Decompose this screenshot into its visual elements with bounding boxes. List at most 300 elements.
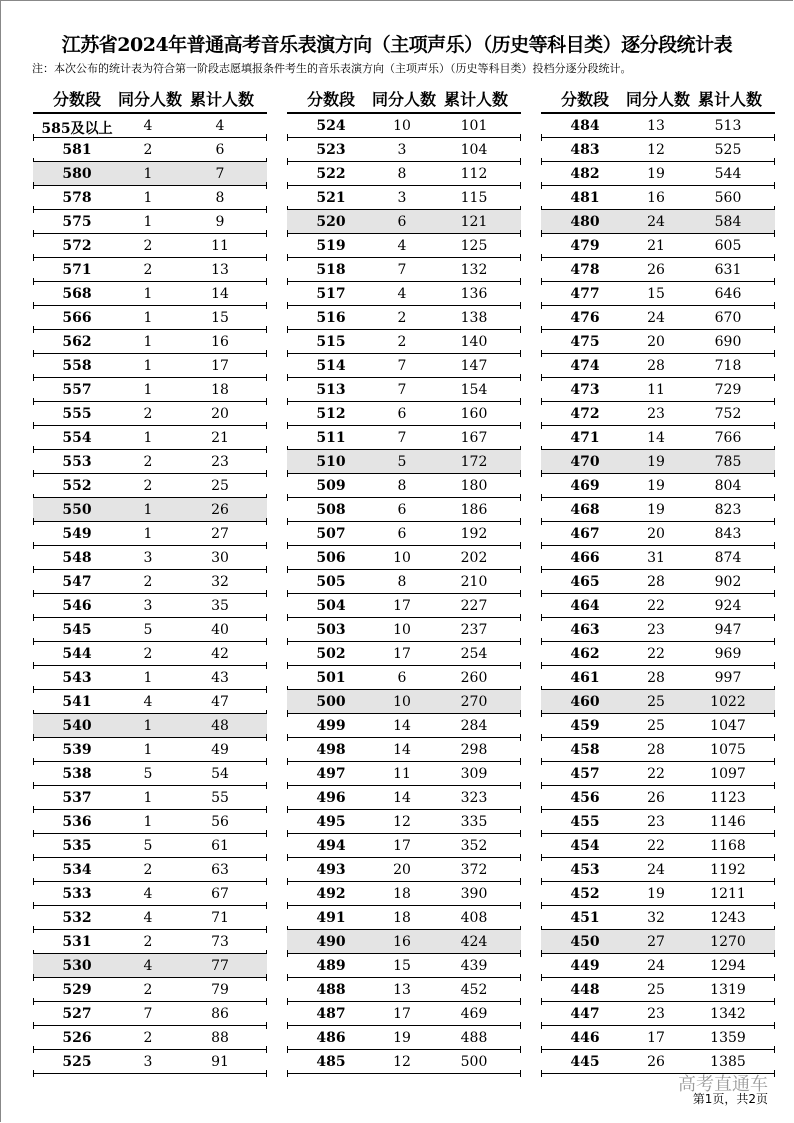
same-count-cell: 2	[143, 646, 153, 662]
table-row	[287, 1002, 521, 1026]
cumulative-cell: 1243	[710, 910, 746, 926]
same-count-cell: 2	[143, 934, 153, 950]
score-cell: 490	[316, 934, 346, 950]
cumulative-cell: 352	[460, 838, 488, 854]
cumulative-cell: 160	[460, 406, 488, 422]
same-count-cell: 17	[393, 598, 411, 614]
table-row	[33, 498, 267, 522]
table-row	[541, 258, 775, 282]
score-cell: 514	[316, 358, 346, 374]
table-row	[287, 426, 521, 450]
score-cell: 581	[62, 142, 92, 158]
table-row	[287, 978, 521, 1002]
table-row	[287, 330, 521, 354]
score-cell: 478	[570, 262, 600, 278]
cumulative-cell: 48	[211, 718, 229, 734]
table-row	[541, 738, 775, 762]
same-count-cell: 5	[143, 622, 153, 638]
table-row	[541, 546, 775, 570]
same-count-cell: 1	[143, 382, 153, 398]
cumulative-cell: 947	[714, 622, 742, 638]
same-count-cell: 23	[647, 814, 665, 830]
same-count-cell: 23	[647, 622, 665, 638]
table-row	[287, 594, 521, 618]
score-cell: 455	[570, 814, 600, 830]
cumulative-cell: 488	[460, 1030, 488, 1046]
same-count-cell: 2	[143, 142, 153, 158]
same-count-cell: 15	[647, 286, 665, 302]
table-row	[33, 522, 267, 546]
score-cell: 481	[570, 190, 600, 206]
table-row	[541, 498, 775, 522]
cumulative-cell: 101	[460, 118, 488, 134]
cumulative-cell: 924	[714, 598, 742, 614]
same-count-cell: 1	[143, 502, 153, 518]
score-cell: 501	[316, 670, 346, 686]
cumulative-cell: 1075	[710, 742, 746, 758]
cumulative-cell: 335	[460, 814, 488, 830]
cumulative-cell: 140	[460, 334, 488, 350]
same-count-cell: 31	[647, 550, 665, 566]
same-count-cell: 17	[393, 646, 411, 662]
cumulative-cell: 227	[460, 598, 488, 614]
watermark: 高考直通车	[678, 1074, 768, 1095]
same-count-cell: 2	[143, 574, 153, 590]
cumulative-cell: 1270	[710, 934, 746, 950]
table-row	[541, 594, 775, 618]
cumulative-cell: 843	[714, 526, 742, 542]
cumulative-cell: 154	[460, 382, 488, 398]
table-row	[541, 714, 775, 738]
table-row	[33, 786, 267, 810]
cumulative-cell: 525	[714, 142, 742, 158]
same-count-cell: 1	[143, 310, 153, 326]
cumulative-cell: 88	[211, 1030, 229, 1046]
cumulative-cell: 874	[714, 550, 742, 566]
score-cell: 553	[62, 454, 92, 470]
cumulative-cell: 192	[460, 526, 488, 542]
same-count-cell: 22	[647, 838, 665, 854]
same-count-cell: 20	[647, 334, 665, 350]
same-count-cell: 19	[647, 886, 665, 902]
table-row	[287, 546, 521, 570]
score-cell: 479	[570, 238, 600, 254]
table-row	[541, 306, 775, 330]
cumulative-cell: 1123	[710, 790, 746, 806]
score-cell: 488	[316, 982, 346, 998]
score-cell: 449	[570, 958, 600, 974]
cumulative-cell: 23	[211, 454, 229, 470]
table-row	[541, 330, 775, 354]
score-cell: 524	[316, 118, 346, 134]
score-cell: 489	[316, 958, 346, 974]
score-cell: 520	[316, 214, 346, 230]
cumulative-cell: 500	[460, 1054, 488, 1070]
score-cell: 575	[62, 214, 92, 230]
cumulative-cell: 452	[460, 982, 488, 998]
cumulative-cell: 1211	[710, 886, 746, 902]
same-count-cell: 14	[393, 790, 411, 806]
table-row	[541, 210, 775, 234]
same-count-cell: 1	[143, 214, 153, 230]
table-row	[33, 810, 267, 834]
score-cell: 458	[570, 742, 600, 758]
cumulative-cell: 9	[215, 214, 225, 230]
score-cell: 492	[316, 886, 346, 902]
cumulative-cell: 766	[714, 430, 742, 446]
cumulative-cell: 439	[460, 958, 488, 974]
score-cell: 452	[570, 886, 600, 902]
cumulative-cell: 132	[460, 262, 488, 278]
cumulative-cell: 605	[714, 238, 742, 254]
cumulative-cell: 752	[714, 406, 742, 422]
table-row	[541, 402, 775, 426]
same-count-cell: 5	[397, 454, 407, 470]
cumulative-cell: 284	[460, 718, 488, 734]
table-row	[541, 186, 775, 210]
table-row	[287, 954, 521, 978]
cumulative-cell: 309	[460, 766, 488, 782]
table-row	[33, 354, 267, 378]
cumulative-cell: 32	[211, 574, 229, 590]
table-row	[541, 450, 775, 474]
table-row	[33, 282, 267, 306]
table-row	[33, 594, 267, 618]
cumulative-cell: 7	[215, 166, 225, 182]
cumulative-cell: 372	[460, 862, 488, 878]
table-row	[541, 690, 775, 714]
score-cell: 515	[316, 334, 346, 350]
cumulative-cell: 47	[211, 694, 229, 710]
column-header: 分数段	[560, 90, 610, 109]
score-cell: 482	[570, 166, 600, 182]
cumulative-cell: 1168	[710, 838, 746, 854]
same-count-cell: 13	[393, 982, 411, 998]
score-cell: 543	[62, 670, 92, 686]
score-cell: 541	[62, 694, 92, 710]
table-row	[541, 978, 775, 1002]
same-count-cell: 18	[393, 886, 411, 902]
cumulative-cell: 73	[211, 934, 229, 950]
same-count-cell: 11	[647, 382, 665, 398]
table-row	[541, 618, 775, 642]
same-count-cell: 5	[143, 766, 153, 782]
table-row	[287, 402, 521, 426]
cumulative-cell: 63	[211, 862, 229, 878]
same-count-cell: 4	[143, 886, 153, 902]
table-row	[287, 834, 521, 858]
table-row	[541, 786, 775, 810]
score-cell: 578	[62, 190, 92, 206]
same-count-cell: 19	[647, 502, 665, 518]
table-row	[33, 618, 267, 642]
cumulative-cell: 186	[460, 502, 488, 518]
cumulative-cell: 172	[460, 454, 488, 470]
score-cell: 525	[62, 1054, 92, 1070]
cumulative-cell: 35	[211, 598, 229, 614]
cumulative-cell: 646	[714, 286, 742, 302]
table-row	[541, 114, 775, 138]
same-count-cell: 14	[393, 718, 411, 734]
cumulative-cell: 167	[460, 430, 488, 446]
cumulative-cell: 25	[211, 478, 229, 494]
cumulative-cell: 469	[460, 1006, 488, 1022]
same-count-cell: 28	[647, 742, 665, 758]
table-row	[33, 426, 267, 450]
table-header	[287, 84, 521, 114]
score-cell: 512	[316, 406, 346, 422]
cumulative-cell: 147	[460, 358, 488, 374]
same-count-cell: 1	[143, 718, 153, 734]
same-count-cell: 28	[647, 358, 665, 374]
score-cell: 522	[316, 166, 346, 182]
score-cell: 499	[316, 718, 346, 734]
note-text: 注：本次公布的统计表为符合第一阶段志愿填报条件考生的音乐表演方向（主项声乐）（历史等科目类）投档分逐分段统计。	[32, 62, 632, 75]
same-count-cell: 12	[393, 814, 411, 830]
table-column-1	[33, 84, 267, 1074]
cumulative-cell: 125	[460, 238, 488, 254]
same-count-cell: 25	[647, 718, 665, 734]
table-row	[287, 858, 521, 882]
table-row	[541, 666, 775, 690]
same-count-cell: 4	[143, 694, 153, 710]
cumulative-cell: 67	[211, 886, 229, 902]
table-row	[541, 906, 775, 930]
score-cell: 566	[62, 310, 92, 326]
score-cell: 461	[570, 670, 600, 686]
table-row	[541, 282, 775, 306]
score-cell: 484	[570, 118, 600, 134]
score-cell: 503	[316, 622, 346, 638]
table-row	[33, 162, 267, 186]
table-row	[287, 1050, 521, 1074]
same-count-cell: 6	[397, 670, 407, 686]
cumulative-cell: 260	[460, 670, 488, 686]
cumulative-cell: 823	[714, 502, 742, 518]
score-cell: 544	[62, 646, 92, 662]
column-header: 同分人数	[117, 90, 183, 109]
cumulative-cell: 718	[714, 358, 742, 374]
table-row	[541, 570, 775, 594]
score-cell: 558	[62, 358, 92, 374]
table-row	[33, 210, 267, 234]
same-count-cell: 3	[143, 598, 153, 614]
same-count-cell: 22	[647, 598, 665, 614]
score-cell: 464	[570, 598, 600, 614]
table-row	[33, 666, 267, 690]
cumulative-cell: 670	[714, 310, 742, 326]
same-count-cell: 10	[393, 694, 411, 710]
score-cell: 476	[570, 310, 600, 326]
cumulative-cell: 1342	[710, 1006, 746, 1022]
same-count-cell: 22	[647, 766, 665, 782]
table-row	[33, 762, 267, 786]
score-cell: 537	[62, 790, 92, 806]
score-cell: 534	[62, 862, 92, 878]
cumulative-cell: 30	[211, 550, 229, 566]
table-row	[541, 810, 775, 834]
score-cell: 457	[570, 766, 600, 782]
cumulative-cell: 202	[460, 550, 488, 566]
score-cell: 521	[316, 190, 346, 206]
page-title: 江苏省2024年普通高考音乐表演方向（主项声乐）（历史等科目类）逐分段统计表	[61, 34, 733, 56]
table-header	[541, 84, 775, 114]
cumulative-cell: 210	[460, 574, 488, 590]
score-cell: 463	[570, 622, 600, 638]
column-header: 累计人数	[443, 90, 509, 109]
cumulative-cell: 631	[714, 262, 742, 278]
score-cell: 495	[316, 814, 346, 830]
cumulative-cell: 61	[211, 838, 229, 854]
score-cell: 585及以上	[41, 121, 113, 137]
cumulative-cell: 42	[211, 646, 229, 662]
score-cell: 517	[316, 286, 346, 302]
same-count-cell: 1	[143, 814, 153, 830]
score-cell: 530	[62, 958, 92, 974]
score-cell: 547	[62, 574, 92, 590]
table-header	[33, 84, 267, 114]
table-row	[33, 834, 267, 858]
score-cell: 496	[316, 790, 346, 806]
score-cell: 568	[62, 286, 92, 302]
table-row	[287, 210, 521, 234]
score-cell: 555	[62, 406, 92, 422]
table-row	[33, 450, 267, 474]
score-cell: 516	[316, 310, 346, 326]
cumulative-cell: 254	[460, 646, 488, 662]
table-row	[287, 354, 521, 378]
same-count-cell: 1	[143, 286, 153, 302]
same-count-cell: 3	[143, 550, 153, 566]
table-row	[541, 1026, 775, 1050]
score-cell: 498	[316, 742, 346, 758]
cumulative-cell: 729	[714, 382, 742, 398]
table-row	[33, 1026, 267, 1050]
cumulative-cell: 8	[215, 190, 225, 206]
score-cell: 466	[570, 550, 600, 566]
score-cell: 539	[62, 742, 92, 758]
table-row	[287, 258, 521, 282]
same-count-cell: 8	[397, 478, 407, 494]
cumulative-cell: 40	[211, 622, 229, 638]
cumulative-cell: 77	[211, 958, 229, 974]
cumulative-cell: 969	[714, 646, 742, 662]
cumulative-cell: 136	[460, 286, 488, 302]
table-row	[287, 114, 521, 138]
same-count-cell: 4	[397, 286, 407, 302]
table-row	[33, 858, 267, 882]
score-cell: 487	[316, 1006, 346, 1022]
cumulative-cell: 79	[211, 982, 229, 998]
score-cell: 460	[570, 694, 600, 710]
score-cell: 510	[316, 454, 346, 470]
same-count-cell: 25	[647, 694, 665, 710]
cumulative-cell: 112	[460, 166, 488, 182]
score-cell: 571	[62, 262, 92, 278]
cumulative-cell: 14	[211, 286, 229, 302]
cumulative-cell: 1294	[710, 958, 746, 974]
table-row	[33, 930, 267, 954]
score-cell: 446	[570, 1030, 600, 1046]
score-cell: 447	[570, 1006, 600, 1022]
same-count-cell: 2	[143, 238, 153, 254]
same-count-cell: 20	[393, 862, 411, 878]
score-cell: 518	[316, 262, 346, 278]
cumulative-cell: 785	[714, 454, 742, 470]
score-cell: 538	[62, 766, 92, 782]
score-cell: 532	[62, 910, 92, 926]
score-cell: 491	[316, 910, 346, 926]
table-row	[33, 234, 267, 258]
cumulative-cell: 1192	[710, 862, 746, 878]
column-header: 累计人数	[189, 90, 255, 109]
column-header: 分数段	[306, 90, 356, 109]
cumulative-cell: 513	[714, 118, 742, 134]
table-row	[541, 762, 775, 786]
table-row	[287, 522, 521, 546]
same-count-cell: 4	[143, 958, 153, 974]
score-cell: 507	[316, 526, 346, 542]
same-count-cell: 7	[397, 358, 407, 374]
score-cell: 453	[570, 862, 600, 878]
table-row	[33, 978, 267, 1002]
score-cell: 580	[62, 166, 92, 182]
same-count-cell: 12	[647, 142, 665, 158]
score-cell: 465	[570, 574, 600, 590]
same-count-cell: 11	[393, 766, 411, 782]
score-cell: 502	[316, 646, 346, 662]
cumulative-cell: 86	[211, 1006, 229, 1022]
same-count-cell: 26	[647, 1054, 665, 1070]
score-cell: 513	[316, 382, 346, 398]
cumulative-cell: 6	[215, 142, 225, 158]
table-row	[287, 306, 521, 330]
score-cell: 474	[570, 358, 600, 374]
score-cell: 473	[570, 382, 600, 398]
same-count-cell: 13	[647, 118, 665, 134]
table-row	[33, 402, 267, 426]
table-row	[33, 954, 267, 978]
same-count-cell: 2	[397, 334, 407, 350]
same-count-cell: 5	[143, 838, 153, 854]
table-column-3	[541, 84, 775, 1074]
table-row	[541, 378, 775, 402]
cumulative-cell: 424	[460, 934, 488, 950]
score-cell: 540	[62, 718, 92, 734]
score-cell: 549	[62, 526, 92, 542]
same-count-cell: 7	[397, 382, 407, 398]
score-cell: 454	[570, 838, 600, 854]
same-count-cell: 15	[393, 958, 411, 974]
table-row	[287, 162, 521, 186]
cumulative-cell: 997	[714, 670, 742, 686]
same-count-cell: 7	[143, 1006, 153, 1022]
same-count-cell: 2	[143, 1030, 153, 1046]
cumulative-cell: 54	[211, 766, 229, 782]
score-cell: 536	[62, 814, 92, 830]
cumulative-cell: 270	[460, 694, 488, 710]
same-count-cell: 6	[397, 526, 407, 542]
same-count-cell: 22	[647, 646, 665, 662]
cumulative-cell: 15	[211, 310, 229, 326]
cumulative-cell: 1022	[710, 694, 746, 710]
score-cell: 497	[316, 766, 346, 782]
same-count-cell: 1	[143, 190, 153, 206]
same-count-cell: 28	[647, 574, 665, 590]
score-cell: 486	[316, 1030, 346, 1046]
column-header: 累计人数	[697, 90, 763, 109]
same-count-cell: 10	[393, 622, 411, 638]
